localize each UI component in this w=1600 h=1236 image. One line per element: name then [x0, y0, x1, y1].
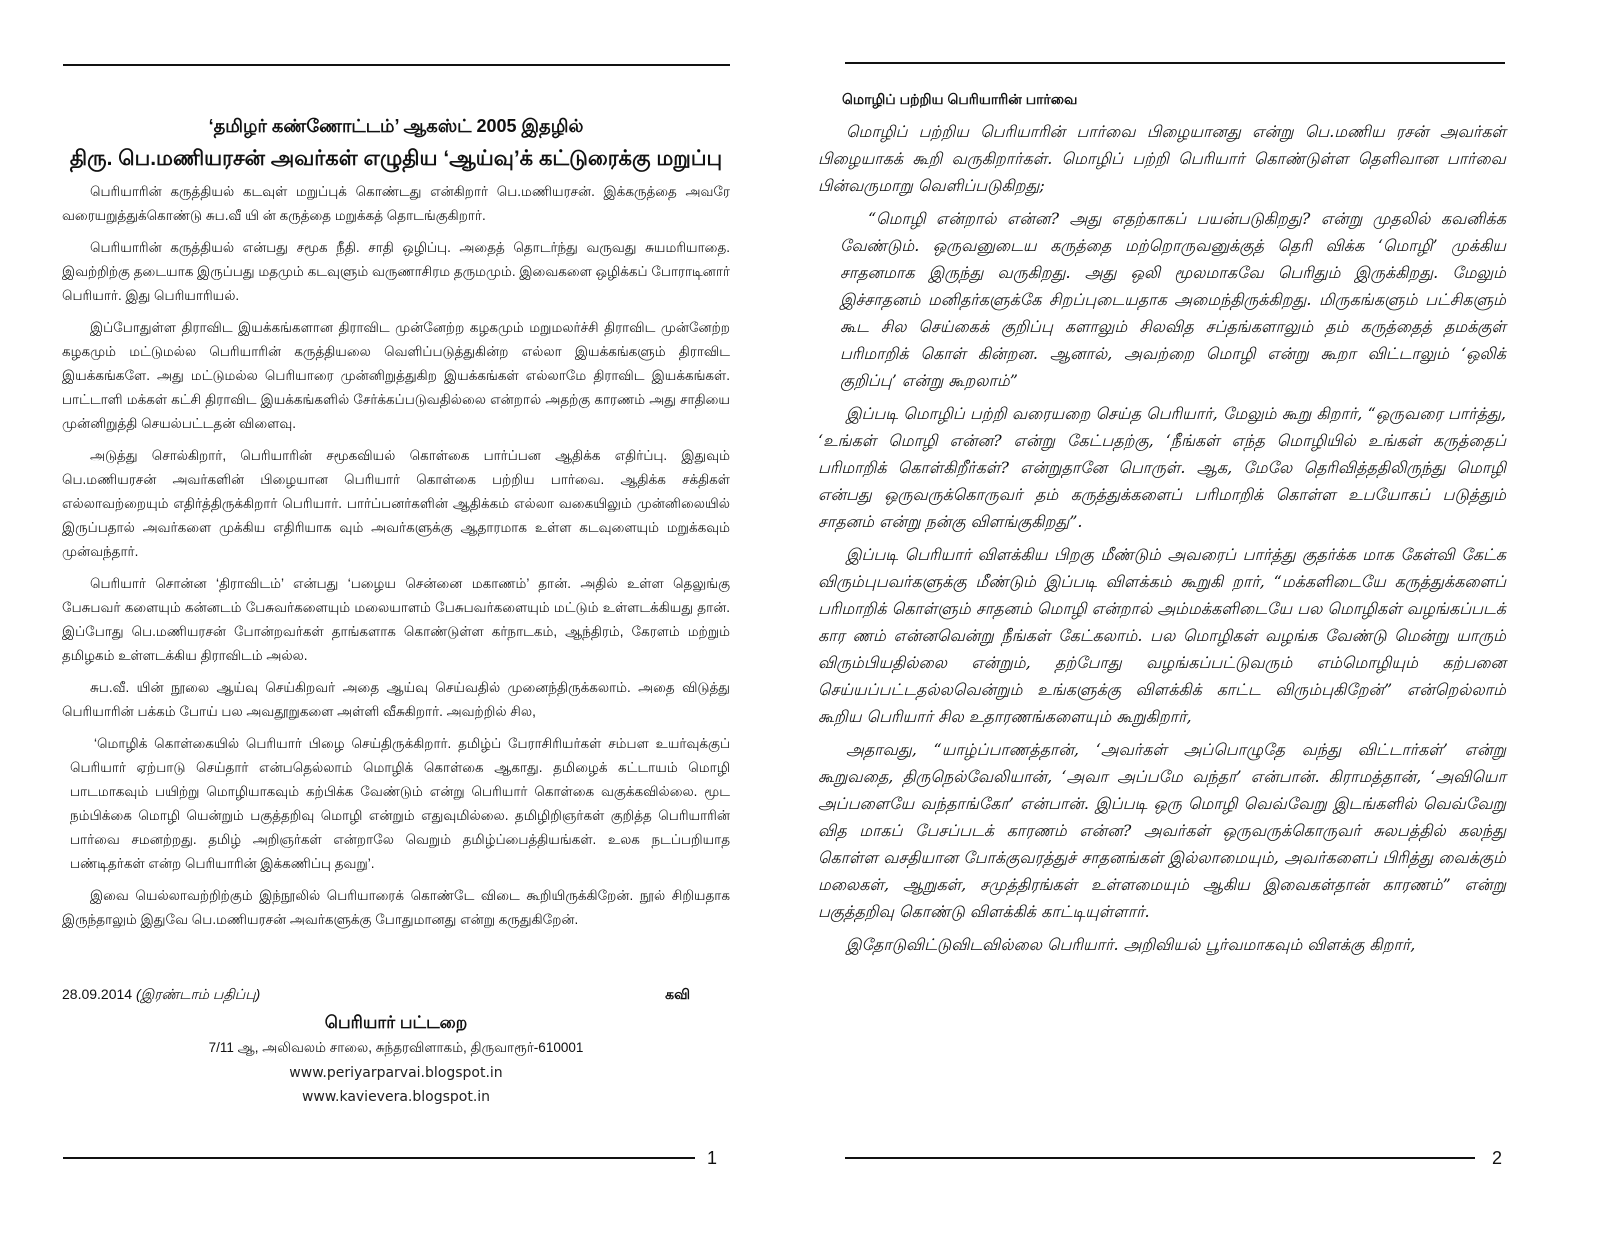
article-source-heading: ‘தமிழர் கண்ணோட்டம்’ ஆகஸ்ட் 2005 இதழில் [208, 116, 584, 136]
article-title: திரு. பெ.மணியரசன் அவர்கள் எழுதிய ‘ஆய்வு’க் கட்டுரைக்கு மறுப்பு [69, 147, 723, 170]
paragraph: இப்படி மொழிப் பற்றி வரையறை செய்த பெரியார், மேலும் கூறு கிறார், “ஒருவரை பார்த்து, ‘உங்கள் மொழி என்ன? என்று கேட்பதற்கு, ‘நீங்கள் எந்த மொழியில் உங்கள் கருத்தைப் பரிமாறிக் கொள்கிறீர்கள்? என்றுதானே பொருள். ஆக, மேலே தெரிவித்ததிலிருந்து மொழி என்பது ஒருவருக்கொருவர் தம் கருத்துக்களைப் பரிமாறிக் கொள்ள உபயோகப் படுத்தும் சாதனம் என்று நன்கு விளங்குகிறது”. [818, 404, 1507, 531]
paragraph: பெரியாரின் கருத்தியல் கடவுள் மறுப்புக் கொண்டது என்கிறார் பெ.மணியரசன். இக்கருத்தை அவரே வரையறுத்துக்கொண்டு சுப.வீ யி ன் கருத்தை மறுக்கத் தொடங்குகிறார். [62, 184, 730, 223]
edition: (இரண்டாம் பதிப்பு) [135, 986, 261, 1002]
closing-paragraph: இவை யெல்லாவற்றிற்கும் இந்நூலில் பெரியாரைக் கொண்டே விடை கூறியிருக்கிறேன். நூல் சிறியதாக இருந்தாலும் இதுவே பெ.மணியரசன் அவர்களுக்கு போதுமானது என்று கருதுகிறேன். [62, 888, 730, 927]
paragraph: இப்போதுள்ள திராவிட இயக்கங்களான திராவிட முன்னேற்ற கழகமும் மறுமலர்ச்சி திராவிட முன்னேற்ற கழகமும் மட்டுமல்ல பெரியாரின் கருத்தியலை வெளிப்படுத்துகின்ற எல்லா இயக்கங்களும் திராவிட இயக்கங்களே. அது மட்டுமல்ல பெரியாரை முன்னிறுத்துகிற இயக்கங்கள் எல்லாமே திராவிட இயக்கங்கள். பாட்டாளி மக்கள் கட்சி திராவிட இயக்கங்களில் சேர்க்கப்படுவதில்லை என்றால் அதற்கு காரணம் அது சாதியை முன்னிறுத்தி செயல்பட்டதன் விளைவு. [62, 320, 730, 431]
organization-name: பெரியார் பட்டறை [324, 1013, 468, 1032]
page-number: 2 [1492, 1148, 1503, 1168]
page-1 [62, 112, 730, 1109]
page2-top-rule [845, 62, 1505, 64]
date-edition [62, 986, 260, 1005]
page-2 [818, 88, 1506, 964]
page1-bottom-rule [63, 1157, 695, 1159]
paragraph: அடுத்து சொல்கிறார், பெரியாரின் சமூகவியல் கொள்கை பார்ப்பன ஆதிக்க எதிர்ப்பு. இதுவும் பெ.மணியரசன் அவர்களின் பிழையான பெரியார் கொள்கை பற்றிய பார்வை. ஆதிக்க சக்திகள் எல்லாவற்றையும் எதிர்த்திருக்கிறார் பெரியார். பார்ப்பனர்களின் ஆதிக்கம் எல்லா வகையிலும் முன்னிலையில் இருப்பதால் அவர்களை முக்கிய எதிரியாக வும் அவர்களுக்கு ஆதாரமாக உள்ள கடவுளையும் மறுக்கவும் முன்வந்தார். [62, 448, 730, 559]
paragraph: இப்படி பெரியார் விளக்கிய பிறகு மீண்டும் அவரைப் பார்த்து குதர்க்க மாக கேள்வி கேட்க விரும்புபவர்களுக்கு மீண்டும் இப்படி விளக்கம் கூறுகி றார், “மக்களிடையே கருத்துக்களைப் பரிமாறிக் கொள்ளும் சாதனம் மொழி என்றால் அம்மக்களிடையே பல மொழிகள் வழங்கப்படக் கார ணம் என்னவென்று நீங்கள் கேட்கலாம். பல மொழிகள் வழங்க வேண்டு மென்று யாரும் விரும்பியதில்லை என்றும், தற்போது வழங்கப்பட்டுவரும் எம்மொழியும் கற்பனை செய்யப்பட்டதல்லவென்றும் உங்களுக்கு விளக்கிக் காட்ட விரும்புகிறேன்” என்றெல்லாம் கூறிய பெரியார் சில உதாரணங்களையும் கூறுகிறார், [818, 545, 1506, 726]
page-number: 1 [707, 1148, 718, 1168]
paragraph: பெரியார் சொன்ன ‘திராவிடம்’ என்பது ‘பழைய சென்னை மகாணம்’ தான். அதில் உள்ள தெலுங்கு பேசுபவர் களையும் கன்னடம் பேசுவர்களையும் மலையாளம் பேசுபவர்களையும் மட்டும் உள்ளடக்கியது தான். இப்போது பெ.மணியரசன் போன்றவர்கள் தாங்களாக கொண்டுள்ள கர்நாடகம், ஆந்திரம், கேரளம் மற்றும் தமிழகம் உள்ளடக்கிய திராவிடம் அல்ல. [62, 576, 730, 663]
author: கவி [665, 986, 690, 1002]
block-quote: “மொழி என்றால் என்ன? அது எதற்காகப் பயன்படுகிறது? என்று முதலில் கவனிக்க வேண்டும். ஒருவனுடைய கருத்தை மற்றொருவனுக்குத் தெரி விக்க ‘மொழி’ முக்கிய சாதனமாக இருந்து வருகிறது. அது ஒலி மூலமாகவே பெரிதும் இருக்கிறது. மேலும் இச்சாதனம் மனிதர்களுக்கே சிறப்புடையதாக அமைந்திருக்கிறது. மிருகங்களும் பட்சிகளும் கூட சில செய்கைக் குறிப்பு களாலும் சிலவித சப்தங்களாலும் தம் கருத்தைத் தமக்குள் பரிமாறிக் கொள் கின்றன. ஆனால், அவற்றை மொழி என்று கூறா விட்டாலும் ‘ஒலிக் குறிப்பு’ என்று கூறலாம்” [840, 209, 1507, 390]
paragraph: மொழிப் பற்றிய பெரியாரின் பார்வை பிழையானது என்று பெ.மணிய ரசன் அவர்கள் பிழையாகக் கூறி வருகிறார்கள். மொழிப் பற்றி பெரியார் கொண்டுள்ள தெளிவான பார்வை பின்வருமாறு வெளிப்படுகிறது; [818, 122, 1506, 195]
paragraph: பெரியாரின் கருத்தியல் என்பது சமூக நீதி. சாதி ஒழிப்பு. அதைத் தொடர்ந்து வருவது சுயமரியாதை. இவற்றிற்கு தடையாக இருப்பது மதமும் கடவுளும் வருணாசிரம தருமமும். இவைகளை ஒழிக்கப் போராடினார் பெரியார். இது பெரியாரியல். [62, 240, 730, 303]
signature-line [62, 986, 730, 1005]
date: 28.09.2014 [62, 986, 133, 1002]
address: 7/11 ஆ, அலிவலம் சாலை, சுந்தரவிளாகம், திருவாரூர்-610001 [208, 1040, 584, 1055]
website-link[interactable]: www.periyarparvai.blogspot.in [289, 1065, 503, 1081]
paragraph: அதாவது, “யாழ்ப்பாணத்தான், ‘அவர்கள் அப்பொழுதே வந்து விட்டார்கள்’ என்று கூறுவதை, திருநெல்வேலியான், ‘அவா அப்பமே வந்தா’ என்பான். கிராமத்தான், ‘அவியொ அப்பளையே வந்தாங்கோ’ என்பான். இப்படி ஒரு மொழி வெவ்வேறு இடங்களில் வெவ்வேறு வித மாகப் பேசப்படக் காரணம் என்ன? அவர்கள் ஒருவருக்கொருவர் சுலபத்தில் கலந்து கொள்ள வசதியான போக்குவரத்துச் சாதனங்கள் இல்லாமையும், அவர்களைப் பிரித்து வைக்கும் மலைகள், ஆறுகள், சமுத்திரங்கள் உள்ளமையும் ஆகிய இவைகள்தான் காரணம்” என்று பகுத்தறிவு கொண்டு விளக்கிக் காட்டியுள்ளார். [818, 740, 1506, 921]
website-link[interactable]: www.kavievera.blogspot.in [301, 1089, 491, 1105]
paragraph: இதோடுவிட்டுவிடவில்லை பெரியார். அறிவியல் பூர்வமாகவும் விளக்கு கிறார், [846, 935, 1416, 954]
page1-top-rule [63, 64, 730, 66]
block-quote: ‘மொழிக் கொள்கையில் பெரியார் பிழை செய்திருக்கிறார். தமிழ்ப் பேராசிரியர்கள் சம்பள உயர்வுக்குப் பெரியார் ஏற்பாடு செய்தார் என்பதெல்லாம் மொழிக் கொள்கை ஆகாது. தமிழைக் கட்டாயம் மொழி பாடமாகவும் பயிற்று மொழியாகவும் கற்பிக்க வேண்டும் என்று பெரியார் கொள்கை வகுக்கவில்லை. மூட நம்பிக்கை மொழி யென்றும் பகுத்தறிவு மொழி என்றும் எதுவுமில்லை. தமிழிறிஞர்கள் குறித்த பெரியாரின் பார்வை சமனற்றது. தமிழ் அறிஞர்கள் என்றாலே வெறும் தமிழ்ப்பைத்தியங்கள். உலக நடப்பறியாத பண்டிதர்கள் என்ற பெரியாரின் இக்கணிப்பு தவறு’. [70, 736, 730, 871]
paragraph: சுப.வீ. யின் நூலை ஆய்வு செய்கிறவர் அதை ஆய்வு செய்வதில் முனைந்திருக்கலாம். அதை விடுத்து பெரியாரின் பக்கம் போய் பல அவதூறுகளை அள்ளி வீசுகிறார். அவற்றில் சில, [62, 680, 730, 719]
page2-bottom-rule [845, 1157, 1475, 1159]
section-title: மொழிப் பற்றிய பெரியாரின் பார்வை [842, 91, 1078, 107]
